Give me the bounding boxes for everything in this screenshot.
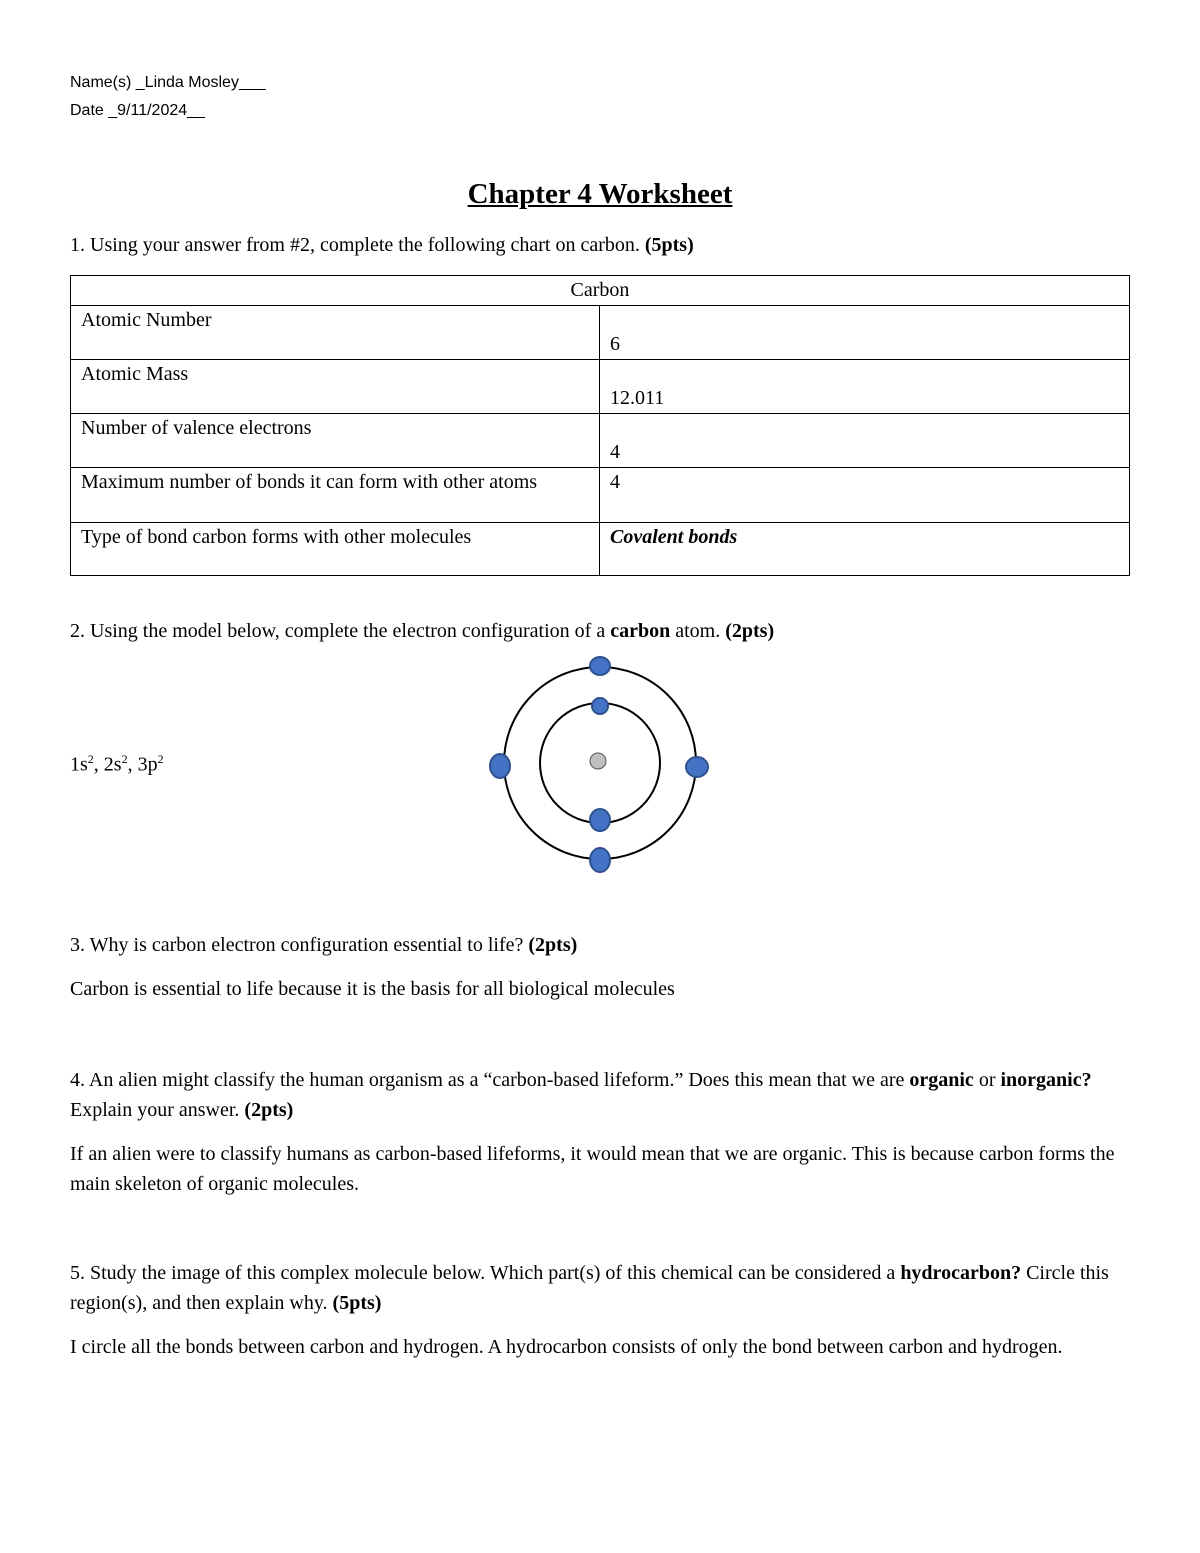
question-5-text-b: Circle this region(s), and then explain why.	[70, 1262, 1109, 1314]
config-superscript: 2	[157, 752, 164, 766]
question-2-points: (2pts)	[725, 620, 775, 642]
question-1-points: (5pts)	[644, 234, 694, 256]
carbon-chart	[70, 275, 1130, 576]
question-4-bold-organic: organic	[909, 1069, 974, 1091]
row-value-atomic-number: 6	[600, 306, 1130, 360]
carbon-atom-model	[485, 653, 715, 883]
answer-5: I circle all the bonds between carbon and hydrogen. A hydrocarbon consists of only the bond between carbon and hydrogen.	[70, 1336, 1063, 1358]
question-2-bold: carbon	[610, 620, 671, 642]
electron	[686, 757, 708, 777]
question-2-text-a: 2. Using the model below, complete the electron configuration of a	[70, 620, 611, 642]
electron	[590, 809, 610, 831]
config-superscript: 2	[121, 752, 128, 766]
config-orbital: 2s	[103, 753, 122, 776]
config-orbital: 1s	[70, 753, 88, 776]
config-orbital: 3p	[137, 753, 158, 776]
table-header-row	[71, 276, 1130, 306]
row-label-atomic-mass: Atomic Mass	[71, 360, 600, 414]
question-4-text-c: Explain your answer.	[70, 1099, 245, 1121]
table-row	[71, 523, 1130, 576]
table-header: Carbon	[71, 276, 1130, 306]
table-row	[71, 414, 1130, 468]
question-4	[70, 1065, 1140, 1125]
question-1	[70, 230, 694, 260]
question-2-text-b: atom.	[670, 620, 726, 642]
table-row	[71, 306, 1130, 360]
question-4-text-a: 4. An alien might classify the human organism as a “carbon-based lifeform.” Does this mean that we are	[70, 1069, 910, 1091]
question-5-bold-hydrocarbon: hydrocarbon?	[900, 1262, 1022, 1284]
electron	[592, 698, 608, 714]
config-superscript: 2	[87, 752, 94, 766]
electron	[590, 848, 610, 872]
row-label-max-bonds: Maximum number of bonds it can form with other atoms	[71, 468, 600, 523]
electron	[490, 754, 510, 778]
page-title: Chapter 4 Worksheet	[467, 178, 733, 210]
electron	[590, 657, 610, 675]
date-line: Date _9/11/2024__	[70, 102, 205, 119]
row-label-atomic-number: Atomic Number	[71, 306, 600, 360]
config-separator: ,	[127, 753, 138, 776]
row-label-bond-type: Type of bond carbon forms with other molecules	[71, 523, 600, 576]
electron-configuration	[70, 752, 164, 777]
row-label-valence-electrons: Number of valence electrons	[71, 414, 600, 468]
question-3-points: (2pts)	[528, 934, 578, 956]
row-value-atomic-mass: 12.011	[600, 360, 1130, 414]
row-value-max-bonds: 4	[600, 468, 1130, 523]
question-4-points: (2pts)	[244, 1099, 294, 1121]
question-3	[70, 930, 577, 960]
question-2	[70, 616, 774, 646]
table-row	[71, 360, 1130, 414]
question-4-text-b: or	[973, 1069, 1001, 1091]
question-3-text: 3. Why is carbon electron configuration essential to life?	[70, 934, 529, 956]
answer-4: If an alien were to classify humans as carbon-based lifeforms, it would mean that we are organic. This is because carbon forms the main skeleton of organic molecules.	[70, 1143, 1115, 1195]
name-line: Name(s) _Linda Mosley___	[70, 74, 266, 91]
question-4-bold-inorganic: inorganic?	[1000, 1069, 1092, 1091]
question-1-text: 1. Using your answer from #2, complete the following chart on carbon.	[70, 234, 645, 256]
question-5	[70, 1258, 1140, 1318]
row-value-valence-electrons: 4	[600, 414, 1130, 468]
config-separator: ,	[93, 753, 104, 776]
table-row	[71, 468, 1130, 523]
row-value-bond-type: Covalent bonds	[600, 523, 1130, 576]
question-5-points: (5pts)	[332, 1292, 382, 1314]
nucleus	[590, 753, 606, 769]
question-5-text-a: 5. Study the image of this complex molecule below. Which part(s) of this chemical can be considered a	[70, 1262, 901, 1284]
answer-3: Carbon is essential to life because it is the basis for all biological molecules	[70, 978, 675, 1000]
